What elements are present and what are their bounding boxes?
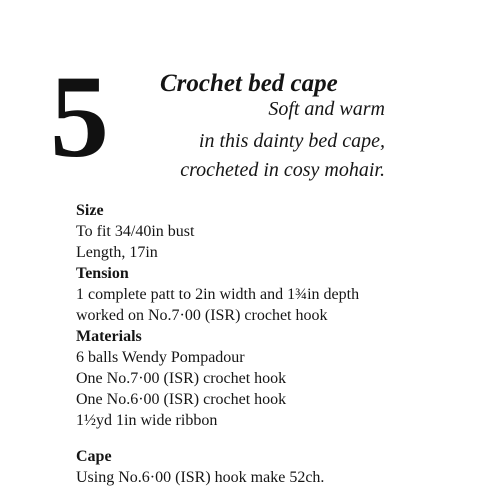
pattern-title: Crochet bed cape [160,70,338,97]
materials-heading: Materials [76,328,142,345]
size-heading: Size [76,202,104,219]
subtitle-line-2: in this dainty bed cape, [198,130,385,152]
subtitle-line-3: crocheted in cosy mohair. [180,159,385,181]
subtitle-line-1: Soft and warm [268,98,385,120]
materials-line-2: One No.7·00 (ISR) crochet hook [76,370,287,387]
cape-heading: Cape [76,448,112,465]
pattern-number: 5 [50,51,109,182]
section-spacer [76,431,486,446]
size-line-1: To fit 34/40in bust [76,223,195,240]
tension-heading: Tension [76,265,129,282]
materials-line-4: 1½yd 1in wide ribbon [76,412,218,429]
tension-line-2: worked on No.7·00 (ISR) crochet hook [76,307,328,324]
pattern-body [76,200,486,488]
size-line-2: Length, 17in [76,244,158,261]
materials-line-3: One No.6·00 (ISR) crochet hook [76,391,287,408]
tension-line-1: 1 complete patt to 2in width and 1¾in depth [76,286,360,303]
materials-line-1: 6 balls Wendy Pompadour [76,349,245,366]
cape-line-1: Using No.6·00 (ISR) hook make 52ch. [76,469,325,486]
